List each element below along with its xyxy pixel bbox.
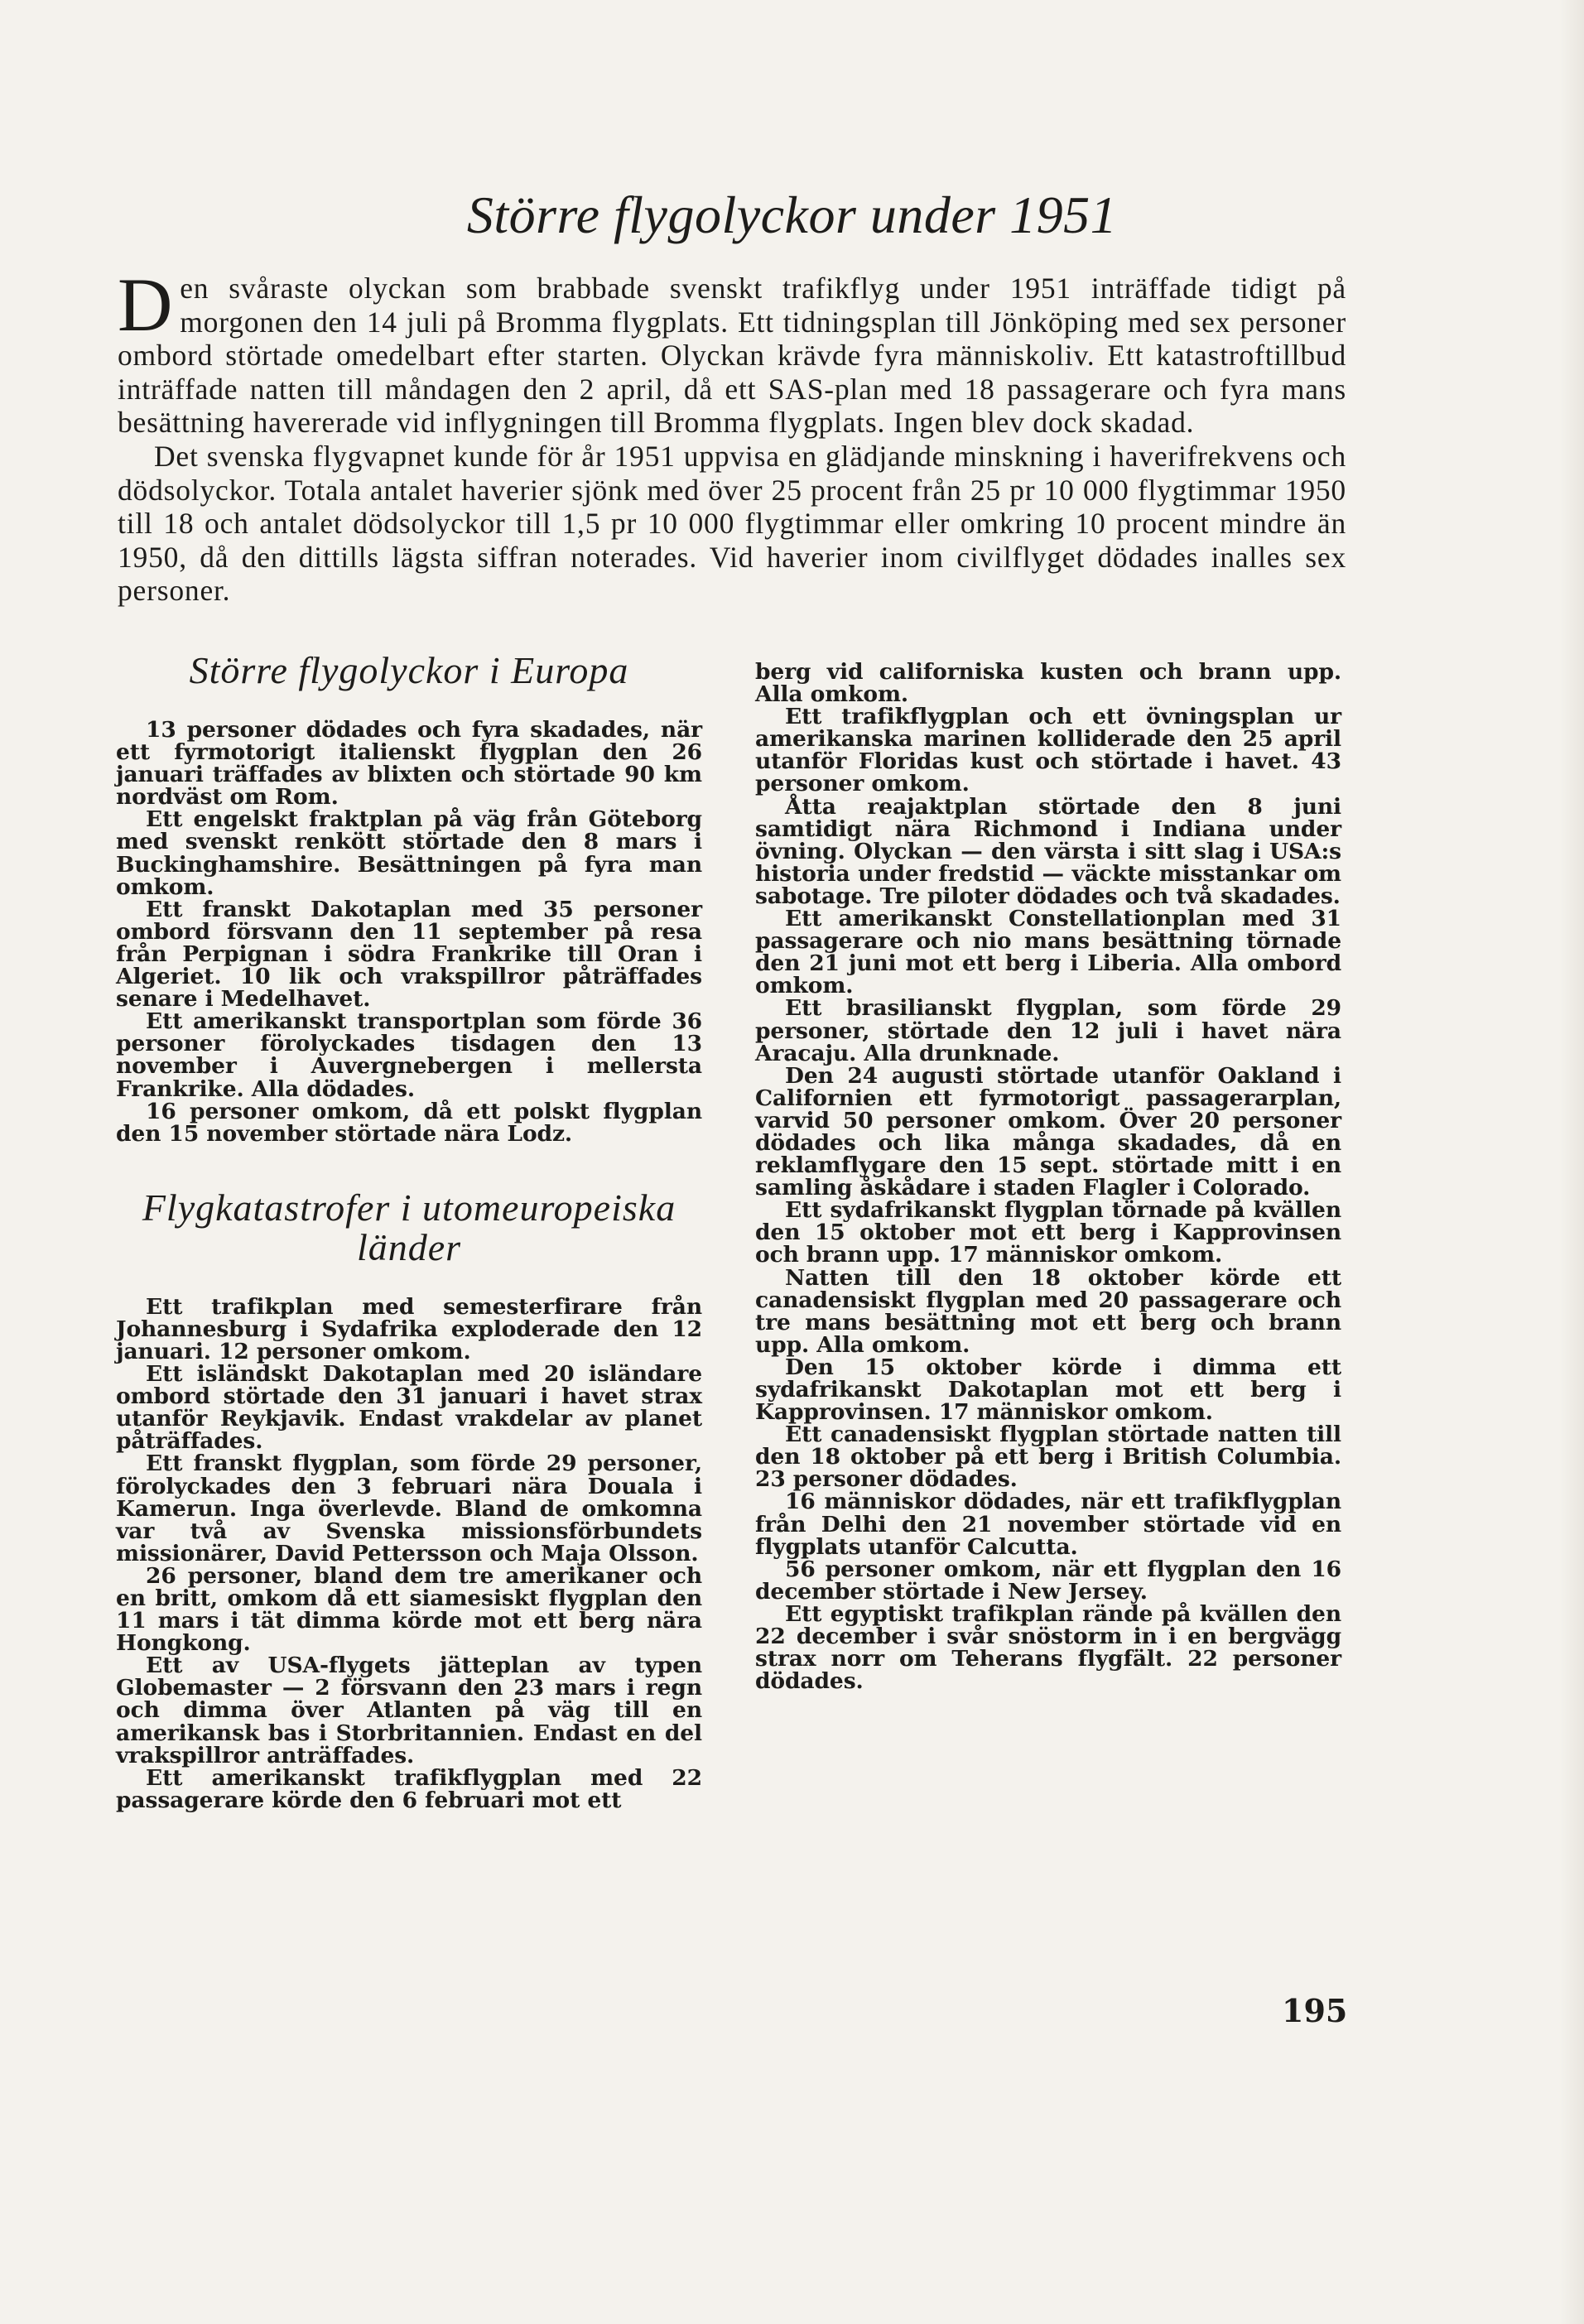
section-heading-europe: Större flygolyckor i Europa — [189, 649, 629, 691]
overseas-paragraph: Ett amerikanskt Constellationplan med 31 passagerare och nio mans besättning törnade den 21 juni mot ett berg i Liberia. Alla ombord omkom. — [755, 906, 1341, 999]
overseas-paragraph: 56 personer omkom, när ett flygplan den 16 december störtade i New Jersey. — [755, 1556, 1341, 1605]
right-column — [755, 659, 1341, 1695]
overseas-paragraph: Ett franskt flygplan, som förde 29 personer, förolyckades den 3 februari nära Douala i Kamerun. Inga överlevde. Bland de omkomna var två av Svenska missionsförbundets missionärer, David Pettersson och Maja Olsson. — [116, 1451, 702, 1566]
intro-paragraph-1 — [118, 262, 1346, 440]
left-column — [116, 651, 702, 1812]
intro-paragraph-2: Det svenska flygvapnet kunde för år 1951 uppvisa en glädjande minskning i haverifrekvens och dödsolyckor. Totala antalet haverier sjönk med över 25 procent från 25 pr 10 000 flygtimmar 1950 till 18 och antalet dödsolyckor till 1,5 pr 10 000 flygtimmar eller omkring 10 procent mindre än 1950, då den dittills lägsta siffran noterades. Vid haverier inom civilflyget dödades inalles sex personer. — [118, 439, 1346, 608]
overseas-paragraph: Natten till den 18 oktober körde ett canadensiskt flygplan med 20 passagerare och tre mans besättning mot ett berg och brann upp. Alla omkom. — [755, 1264, 1341, 1358]
page-number: 195 — [1282, 1992, 1348, 2029]
overseas-paragraph: Ett canadensiskt flygplan störtade natten till den 18 oktober på ett berg i British Columbia. 23 personer dödades. — [755, 1422, 1341, 1493]
overseas-paragraph: Ett trafikflygplan och ett övningsplan ur amerikanska marinen kolliderade den 25 april utanför Floridas kust och störtade i havet. 43 personer omkom. — [755, 704, 1341, 797]
europe-paragraph: Ett franskt Dakotaplan med 35 personer ombord försvann den 11 september på resa från Perpignan i södra Frankrike till Oran i Algeriet. 10 lik och vrakspillror påträffades senare i Medelhavet. — [116, 896, 702, 1013]
europe-paragraph: 16 personer omkom, då ett polskt flygplan den 15 november störtade nära Lodz. — [116, 1098, 702, 1147]
overseas-paragraph: Ett isländskt Dakotaplan med 20 isländare ombord störtade den 31 januari i havet strax utanför Reykjavik. Endast vrakdelar av planet påträffades. — [116, 1361, 702, 1455]
article-intro — [118, 262, 1346, 608]
overseas-paragraph: Åtta reajaktplan störtade den 8 juni samtidigt nära Richmond i Indiana under övning. Olyckan — den värsta i sitt slag i USA:s historia under fredstid — väckte misstankar om sabotage. Tre piloter dödades och två skadades. — [755, 793, 1341, 909]
europe-paragraph: Ett engelskt fraktplan på väg från Göteborg med svenskt renkött störtade den 8 mars i Buckinghamshire. Besättningen på fyra man omkom. — [116, 806, 702, 900]
overseas-paragraph: 16 människor dödades, när ett trafikflygplan från Delhi den 21 november störtade vid en flygplats utanför Calcutta. — [755, 1489, 1341, 1560]
page-edge-shadow — [1559, 0, 1584, 2324]
europe-paragraph: 13 personer dödades och fyra skadades, när ett fyrmotorigt italienskt flygplan den 26 januari träffades av blixten och störtade 90 km nordväst om Rom. — [116, 717, 702, 811]
overseas-paragraph: Den 24 augusti störtade utanför Oakland i Californien ett fyrmotorigt passagerarplan, varvid 50 personer omkom. Över 20 personer dödades och lika många skadades, då en reklamflygare den 15 sept. störtade mitt i en samling åskådare i staden Flagler i Colorado. — [755, 1062, 1341, 1201]
intro-paragraph-1-text: en svåraste olyckan som brabbade svenskt trafikflyg under 1951 inträffade tidigt på morgonen den 14 juli på Bromma flygplats. Ett tidningsplan till Jönköping med sex personer ombord störtade omedelbart efter starten. Olyckan krävde fyra människoliv. Ett katastroftillbud inträffade natten till måndagen den 2 april, då ett SAS-plan med 18 passagerare och fyra mans besättning havererade vid inflygningen till Bromma flygplats. Ingen blev dock skadad. — [118, 272, 1346, 440]
section-heading-overseas: Flygkatastrofer i utomeuropeiska länder — [142, 1186, 676, 1268]
overseas-paragraph: Ett amerikanskt trafikflygplan med 22 passagerare körde den 6 februari mot ett — [116, 1764, 702, 1813]
overseas-paragraph: Ett trafikplan med semesterfirare från Johannesburg i Sydafrika exploderade den 12 januari. 12 personer omkom. — [116, 1293, 702, 1364]
overseas-paragraph: 26 personer, bland dem tre amerikaner och en britt, omkom då ett siamesiskt flygplan den 11 mars i tät dimma körde mot ett berg nära Hongkong. — [116, 1562, 702, 1657]
continued-paragraph: berg vid californiska kusten och brann upp. Alla omkom. — [755, 659, 1341, 708]
article-title: Större flygolyckor under 1951 — [466, 185, 1118, 244]
overseas-paragraph: Ett egyptiskt trafikplan rände på kvällen den 22 december i svår snöstorm in i en bergvägg strax norr om Teherans flygfält. 22 personer dödades. — [755, 1600, 1341, 1695]
overseas-paragraph: Den 15 oktober körde i dimma ett sydafrikanskt Dakotaplan mot ett berg i Kapprovinsen. 17 människor omkom. — [755, 1354, 1341, 1426]
overseas-paragraph: Ett av USA-flygets jätteplan av typen Globemaster — 2 försvann den 23 mars i regn och dimma över Atlanten på väg till en amerikansk bas i Storbritannien. Endast en del vrakspillror anträffades. — [116, 1653, 702, 1768]
overseas-paragraph: Ett brasilianskt flygplan, som förde 29 personer, störtade den 12 juli i havet nära Aracaju. Alla drunknade. — [755, 995, 1341, 1066]
europe-paragraph: Ett amerikanskt transportplan som förde 36 personer förolyckades tisdagen den 13 november i Auvergnebergen i mellersta Frankrike. Alla dödades. — [116, 1008, 702, 1102]
overseas-paragraph: Ett sydafrikanskt flygplan törnade på kvällen den 15 oktober mot ett berg i Kapprovinsen och brann upp. 17 människor omkom. — [755, 1197, 1341, 1268]
drop-cap: D — [118, 262, 174, 347]
